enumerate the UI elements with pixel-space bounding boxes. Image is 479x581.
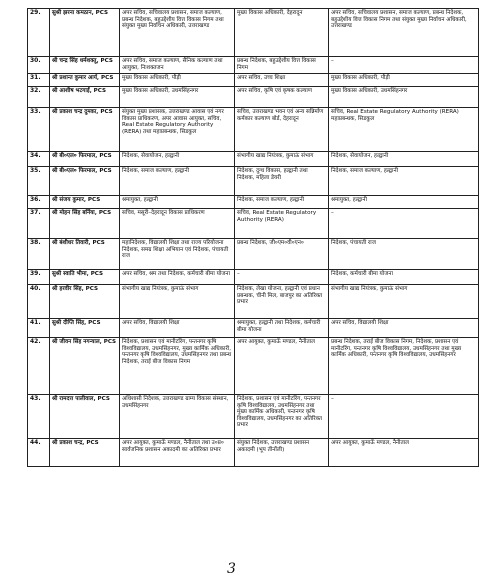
table-row (28, 395, 479, 439)
additional-charge: श्रमायुक्त, हल्द्वानी (329, 196, 479, 209)
officer-name: श्री प्रशान्त कुमार आर्य, PCS (50, 74, 120, 87)
table-body (28, 9, 479, 467)
new-posting: प्रबन्ध निदेशक, जी०एम०वी०एन० (235, 239, 329, 270)
new-posting: अपर सचिव, कृषि एवं कृषक कल्याण (235, 87, 329, 108)
new-posting: निदेशक, समाज कल्याण, हल्द्वानी (235, 196, 329, 209)
previous-posting: श्रमायुक्त, हल्द्वानी (120, 196, 235, 209)
previous-posting: अपर सचिव, विद्यालयी शिक्षा (120, 319, 235, 338)
table-row (28, 239, 479, 270)
table-row (28, 270, 479, 285)
table-row (28, 167, 479, 196)
table-row (28, 108, 479, 152)
new-posting: निदेशक, प्रशासन एवं मानीटरिंग, पन्तनगर कृषि विश्वविद्यालय, उधमसिंहनगर तथा मुख्य कार्मिक अधिकारी, पन्तनगर कृषि विश्वविद्यालय, उधमसिंहनगर का अतिरिक्त प्रभार (235, 395, 329, 439)
officer-name: श्री आशीष भटगाईं, PCS (50, 87, 120, 108)
table-row (28, 57, 479, 74)
officer-name: श्री चन्द्र सिंह धर्मशक्तू, PCS (50, 57, 120, 74)
previous-posting: मुख्य विकास अधिकारी, उधमसिंहनगर (120, 87, 235, 108)
previous-posting: सचिव, मसूरी–देहरादून विकास प्राधिकरण (120, 209, 235, 239)
officer-name: सुश्री स्वाति भीमा, PCS (50, 270, 120, 285)
previous-posting: अपर सचिव, श्रम तथा निदेशक, कर्मचारी बीमा योजना (120, 270, 235, 285)
row-number: 32. (28, 87, 50, 108)
row-number: 41. (28, 319, 50, 338)
new-posting: – (235, 270, 329, 285)
table-row (28, 9, 479, 57)
table-row (28, 285, 479, 319)
new-posting: मुख्य विकास अधिकारी, देहरादून (235, 9, 329, 57)
officer-name: श्री जीवन सिंह नगन्याल, PCS (50, 338, 120, 395)
additional-charge: – (329, 209, 479, 239)
new-posting: अपर सचिव, उच्च शिक्षा (235, 74, 329, 87)
row-number: 33. (28, 108, 50, 152)
new-posting: सचिव, उत्तराखण्ड भवन एवं अन्य सन्निर्माण कर्मकार कल्याण बोर्ड, देहरादून (235, 108, 329, 152)
row-number: 29. (28, 9, 50, 57)
previous-posting: मुख्य विकास अधिकारी, पौड़ी (120, 74, 235, 87)
additional-charge: मुख्य विकास अधिकारी, उधमसिंहनगर (329, 87, 479, 108)
additional-charge: संभागीय खाद्य नियंत्रक, कुमाऊं संभाग (329, 285, 479, 319)
row-number: 35. (28, 167, 50, 196)
officer-name: श्री संजय कुमार, PCS (50, 196, 120, 209)
officer-name: श्री हरवीर सिंह, PCS (50, 285, 120, 319)
previous-posting: अपर आयुक्त, कुमाऊँ मण्डल, नैनीताल तथा उ०प्र० सार्वजनिक प्रशासन अकादमी का अतिरिक्त प्रभार (120, 439, 235, 467)
row-number: 43. (28, 395, 50, 439)
new-posting: अपर आयुक्त, कुमाऊँ मण्डल, नैनीताल (235, 338, 329, 395)
officer-name: श्री प्रकाश चन्द्र दुमका, PCS (50, 108, 120, 152)
officer-name: श्री बंशीधर तिवारी, PCS (50, 239, 120, 270)
previous-posting: अपर सचिव, सचिवालय प्रशासन, समाज कल्याण, प्रबन्ध निदेशक, बहुउद्देशीय वित्त विकास निगम तथा संयुक्त मुख्य निर्वाचन अधिकारी, उत्तराखण्ड (120, 9, 235, 57)
new-posting: संभागीय खाद्य नियंत्रक, कुमाऊं संभाग (235, 152, 329, 167)
additional-charge: सचिव, Real Estate Regulatory Authority (RERA) महाप्रबन्धक, सिडकुल (329, 108, 479, 152)
transfer-table (27, 8, 479, 467)
page-number: 3 (227, 561, 236, 577)
officer-name: सुश्री झरना कमठान, PCS (50, 9, 120, 57)
officer-name: श्री बी०एल० फिरमाल, PCS (50, 167, 120, 196)
officer-name: श्री मोहन सिंह बर्निया, PCS (50, 209, 120, 239)
table-row (28, 87, 479, 108)
additional-charge: निदेशक, पंचायती राज (329, 239, 479, 270)
row-number: 44. (28, 439, 50, 467)
row-number: 42. (28, 338, 50, 395)
additional-charge: प्रबन्ध निदेशक, तराई बीज विकास निगम, निदेशक, प्रशासन एवं मानीटरिंग, पन्तनगर कृषि विश्वविद्यालय, उधमसिंहनगर तथा मुख्य कार्मिक अधिकारी, पन्तनगर कृषि विश्वविद्यालय, उधमसिंहनगर (329, 338, 479, 395)
row-number: 36. (28, 196, 50, 209)
previous-posting: अपर सचिव, समाज कल्याण, सैनिक कल्याण तथा आयुक्त, निःशक्तजन (120, 57, 235, 74)
table-row (28, 152, 479, 167)
row-number: 39. (28, 270, 50, 285)
new-posting: निदेशक, लेखा योजना, हल्द्वानी एवं प्रधान प्रबन्धक, चीनी मिल, बाजपुर का अतिरिक्त प्रभार (235, 285, 329, 319)
additional-charge: अपर सचिव, सचिवालय प्रशासन, समाज कल्याण, प्रबन्ध निदेशक, बहुउद्देशीय वित्त विकास निगम तथा संयुक्त मुख्य निर्वाचन अधिकारी, उत्तराखण्ड (329, 9, 479, 57)
previous-posting: संभागीय खाद्य नियंत्रक, कुमाऊं संभाग (120, 285, 235, 319)
additional-charge: – (329, 395, 479, 439)
additional-charge: निदेशक, कर्मचारी बीमा योजना (329, 270, 479, 285)
previous-posting: निदेशक, प्रशासन एवं मानीटरिंग, पन्तनगर कृषि विश्वविद्यालय, उधमसिंहनगर, मुख्य कार्मिक अधिकारी, पन्तनगर कृषि विश्वविद्यालय, उधमसिंहनगर तथा प्रबन्ध निदेशक, तराई बीज विकास निगम (120, 338, 235, 395)
previous-posting: निदेशक, समाज कल्याण, हल्द्वानी (120, 167, 235, 196)
previous-posting: संयुक्त मुख्य प्रशासक, उत्तराखण्ड आवास एवं नगर विकास प्राधिकरण, अपर आवास आयुक्त, सचिव, Real Estate Regulatory Authority (RERA) तथा महाप्रबन्धक, सिडकुल (120, 108, 235, 152)
table-row (28, 74, 479, 87)
table-row (28, 196, 479, 209)
row-number: 34. (28, 152, 50, 167)
table-row (28, 439, 479, 467)
row-number: 40. (28, 285, 50, 319)
table-row (28, 338, 479, 395)
additional-charge: – (329, 57, 479, 74)
table-row (28, 209, 479, 239)
additional-charge: निदेशक, समाज कल्याण, हल्द्वानी (329, 167, 479, 196)
new-posting: निदेशक, दुग्ध विकास, हल्द्वानी तथा निदेशक, महिला डेयरी (235, 167, 329, 196)
officer-name: श्री बी०एल० फिरमाल, PCS (50, 152, 120, 167)
previous-posting: अधिशासी निदेशक, उत्तराखण्ड ग्राम्य विकास संस्थान, उधमसिंहनगर (120, 395, 235, 439)
previous-posting: महानिदेशक, विद्यालयी शिक्षा तथा राज्य परियोजना निदेशक, समग्र शिक्षा अभियान एवं निदेशक, पंचायती राज (120, 239, 235, 270)
row-number: 37. (28, 209, 50, 239)
table-row (28, 319, 479, 338)
officer-name: श्री रामदत्त पालीवाल, PCS (50, 395, 120, 439)
officer-name: श्री प्रकाश चन्द्र, PCS (50, 439, 120, 467)
previous-posting: निदेशक, सेवायोजन, हल्द्वानी (120, 152, 235, 167)
row-number: 31. (28, 74, 50, 87)
additional-charge: मुख्य विकास अधिकारी, पौड़ी (329, 74, 479, 87)
new-posting: संयुक्त निदेशक, उत्तराखण्ड प्रशासन अकादमी (भूप तीनोंली) (235, 439, 329, 467)
new-posting: सचिव, Real Estate Regulatory Authority (RERA) (235, 209, 329, 239)
additional-charge: अपर आयुक्त, कुमाऊँ मण्डल, नैनीताल (329, 439, 479, 467)
officer-name: सुश्री दीप्ति सिंह, PCS (50, 319, 120, 338)
new-posting: प्रबन्ध निदेशक, बहुउद्देशीय वित्त विकास निगम (235, 57, 329, 74)
new-posting: श्रमायुक्त, हल्द्वानी तथा निदेशक, कर्मचारी बीमा योजना (235, 319, 329, 338)
row-number: 30. (28, 57, 50, 74)
additional-charge: निदेशक, सेवायोजन, हल्द्वानी (329, 152, 479, 167)
row-number: 38. (28, 239, 50, 270)
additional-charge: अपर सचिव, विद्यालयी शिक्षा (329, 319, 479, 338)
